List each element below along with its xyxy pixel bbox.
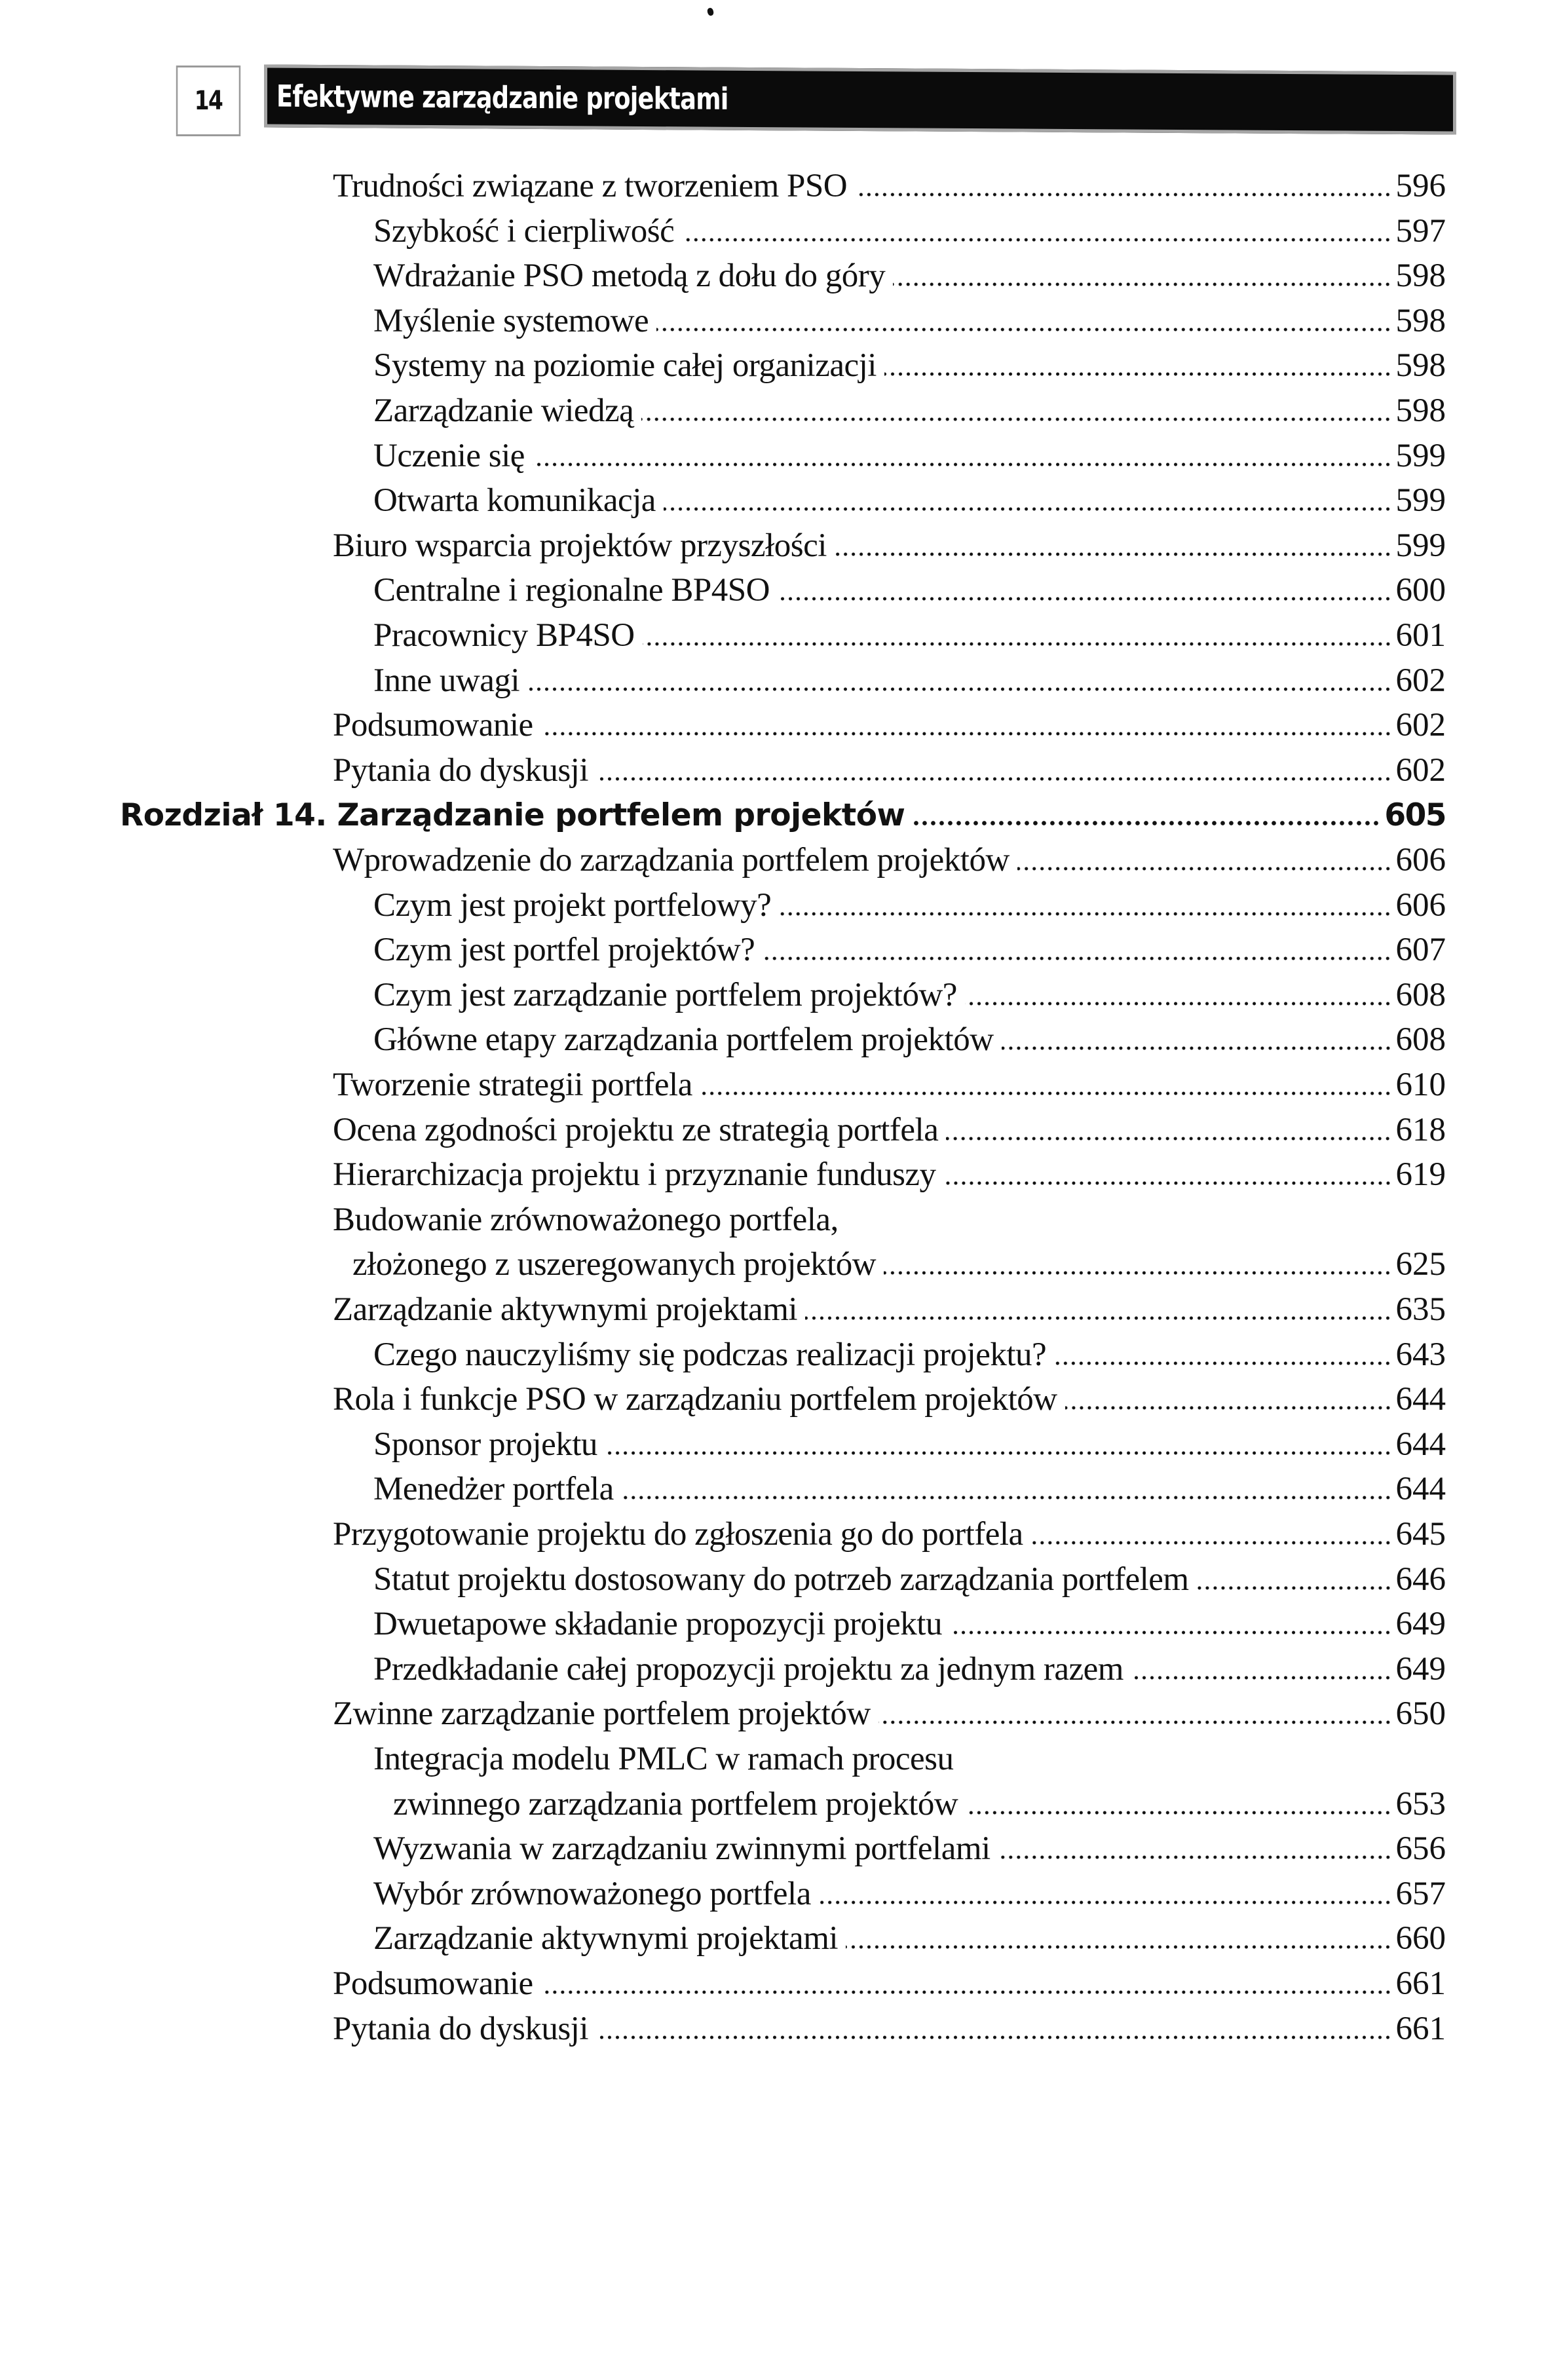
toc-entry — [373, 883, 1446, 928]
toc-entry — [393, 1782, 1446, 1827]
toc-entry-title: Budowanie zrównoważonego portfela, — [333, 1201, 839, 1238]
toc-entry-page-number: 598 — [1395, 302, 1446, 339]
toc-entry-page-number: 635 — [1395, 1291, 1446, 1328]
toc-entry — [373, 1017, 1446, 1063]
toc-entry — [333, 703, 1446, 748]
toc-entry — [333, 748, 1446, 793]
toc-entry-title: Hierarchizacja projektu i przyznanie funduszy — [333, 1156, 936, 1194]
toc-entry — [373, 928, 1446, 973]
toc-entry-title: Systemy na poziomie całej organizacji — [373, 347, 877, 385]
toc-entry-title: Zarządzanie wiedzą — [373, 392, 634, 429]
running-header-title: Efektywne zarządzanie projektami — [276, 78, 728, 117]
toc-entry-title: Czego nauczyliśmy się podczas realizacji projektu? — [373, 1336, 1047, 1373]
toc-entry — [373, 1872, 1446, 1917]
toc-entry-page-number: 649 — [1395, 1650, 1446, 1688]
toc-entry-page-number: 606 — [1395, 842, 1446, 878]
dot-leader — [846, 1944, 1391, 1950]
toc-entry — [333, 2007, 1446, 2052]
toc-entry — [373, 658, 1446, 704]
toc-entry-title: Przygotowanie projektu do zgłoszenia go do portfela — [333, 1516, 1023, 1553]
dot-leader — [913, 820, 1380, 827]
toc-entry — [373, 478, 1446, 523]
toc-entry-page-number: 608 — [1395, 976, 1446, 1013]
scan-speck — [707, 7, 715, 16]
toc-entry-page-number: 656 — [1395, 1830, 1446, 1868]
dot-leader — [541, 1989, 1392, 1995]
toc-entry-page-number: 643 — [1395, 1336, 1446, 1373]
dot-leader — [1065, 1405, 1392, 1411]
dot-leader — [643, 641, 1392, 647]
toc-entry-title: Zarządzanie aktywnymi projektami — [333, 1291, 798, 1328]
toc-entry — [333, 1108, 1446, 1153]
toc-entry — [373, 1422, 1446, 1467]
toc-entry-page-number: 644 — [1395, 1426, 1446, 1463]
toc-entry-title: Podsumowanie — [333, 707, 533, 744]
toc-entry-title: Statut projektu dostosowany do potrzeb zarządzania portfelem — [373, 1560, 1189, 1598]
toc-entry-title: Dwuetapowe składanie propozycji projektu — [373, 1606, 942, 1643]
toc-entry-page-number: 602 — [1395, 662, 1446, 699]
toc-entry — [333, 523, 1446, 569]
toc-entry — [333, 1691, 1446, 1737]
toc-entry-title: Otwarta komunikacja — [373, 482, 656, 519]
toc-entry-title: Sponsor projektu — [373, 1426, 597, 1463]
toc-entry-page-number: 661 — [1395, 2010, 1446, 2047]
toc-entry-title: Czym jest projekt portfelowy? — [373, 886, 772, 924]
dot-leader — [622, 1494, 1392, 1501]
toc-entry — [373, 1826, 1446, 1872]
toc-entry — [333, 1512, 1446, 1557]
toc-entry-page-number: 601 — [1395, 617, 1446, 654]
toc-entry — [373, 434, 1446, 479]
toc-entry — [373, 299, 1446, 344]
toc-entry — [373, 1557, 1446, 1602]
dot-leader — [1031, 1539, 1392, 1546]
dot-leader — [682, 236, 1391, 243]
toc-entry-page-number: 644 — [1395, 1381, 1446, 1418]
toc-entry-title: Myślenie systemowe — [373, 302, 649, 339]
toc-entry-page-number: 657 — [1395, 1875, 1446, 1912]
toc-entry-page-number: 597 — [1395, 212, 1446, 250]
toc-entry — [333, 1961, 1446, 2007]
dot-leader — [944, 1180, 1392, 1186]
toc-entry-page-number: 599 — [1395, 527, 1446, 564]
toc-entry-title: Ocena zgodności projektu ze strategią portfela — [333, 1111, 939, 1148]
toc-entry-title: Główne etapy zarządzania portfelem projektów — [373, 1021, 994, 1059]
toc-entry-title: Zarządzanie aktywnymi projektami — [373, 1920, 839, 1957]
toc-entry-page-number: 644 — [1395, 1471, 1446, 1508]
toc-entry-title: Biuro wsparcia projektów przyszłości — [333, 527, 827, 564]
toc-entry — [333, 1063, 1446, 1108]
toc-entry-page-number: 661 — [1395, 1965, 1446, 2002]
toc-entry-page-number: 602 — [1395, 751, 1446, 789]
toc-entry-title: Tworzenie strategii portfela — [333, 1067, 692, 1103]
toc-entry-page-number: 598 — [1395, 392, 1446, 429]
toc-entry-page-number: 608 — [1395, 1021, 1446, 1059]
toc-entry — [373, 254, 1446, 299]
toc-entry — [352, 1242, 1446, 1287]
toc-entry-title: Trudności związane z tworzeniem PSO — [333, 168, 848, 204]
dot-leader — [664, 506, 1392, 512]
toc-entry-title: Czym jest portfel projektów? — [373, 932, 755, 969]
dot-leader — [656, 326, 1391, 333]
toc-entry — [373, 973, 1446, 1018]
dot-leader — [819, 1899, 1392, 1906]
toc-entry-page-number: 649 — [1395, 1606, 1446, 1643]
toc-entry-title: Pytania do dyskusji — [333, 751, 589, 789]
toc-entry-title: Przedkładanie całej propozycji projektu za jednym razem — [373, 1650, 1123, 1688]
toc-entry — [333, 1198, 1446, 1243]
toc-entry — [373, 1332, 1446, 1378]
toc-entry-title: Szybkość i cierpliwość — [373, 212, 675, 250]
toc-entry-title: Rozdział 14. Zarządzanie portfelem projektów — [120, 797, 905, 834]
toc-entry-page-number: 619 — [1395, 1156, 1446, 1194]
toc-entry — [333, 1287, 1446, 1332]
toc-entry-page-number: 602 — [1395, 707, 1446, 744]
dot-leader — [779, 911, 1391, 917]
toc-entry-title: Integracja modelu PMLC w ramach procesu — [373, 1741, 954, 1777]
toc-entry-page-number: 646 — [1395, 1560, 1446, 1598]
page-number: 14 — [194, 86, 223, 116]
dot-leader — [1197, 1585, 1392, 1591]
dot-leader — [893, 281, 1391, 288]
toc-entry-title: Czym jest zarządzanie portfelem projektów? — [373, 976, 957, 1013]
toc-entry-page-number: 645 — [1395, 1516, 1446, 1553]
toc-entry-page-number: 653 — [1395, 1785, 1446, 1823]
toc-entry-title: Wybór zrównoważonego portfela — [373, 1875, 811, 1912]
toc-entry-page-number: 606 — [1395, 886, 1446, 924]
dot-leader — [878, 1719, 1392, 1726]
toc-entry-page-number: 599 — [1395, 482, 1446, 519]
toc-entry-title: złożonego z uszeregowanych projektów — [352, 1246, 877, 1283]
dot-leader — [950, 1629, 1392, 1636]
dot-leader — [884, 1270, 1391, 1276]
toc-entry-title: Pracownicy BP4SO — [373, 617, 635, 654]
toc-entry — [373, 388, 1446, 434]
dot-leader — [1054, 1360, 1391, 1367]
dot-leader — [966, 1809, 1391, 1816]
dot-leader — [965, 1000, 1392, 1007]
running-header-bar — [264, 64, 1456, 134]
toc-entry-page-number: 599 — [1395, 437, 1446, 474]
toc-entry-page-number: 598 — [1395, 257, 1446, 295]
toc-entry-title: Wdrażanie PSO metodą z dołu do góry — [373, 257, 886, 295]
dot-leader — [778, 595, 1392, 602]
toc-entry-title: Zwinne zarządzanie portfelem projektów — [333, 1695, 871, 1733]
dot-leader — [998, 1854, 1392, 1861]
toc-entry-title: Rola i funkcje PSO w zarządzaniu portfelem projektów — [333, 1381, 1057, 1418]
toc-entry-page-number: 598 — [1395, 347, 1446, 385]
dot-leader — [533, 461, 1392, 468]
toc-entry — [373, 1602, 1446, 1647]
toc-entry — [333, 164, 1446, 209]
dot-leader — [805, 1315, 1391, 1321]
dot-leader — [946, 1135, 1391, 1142]
page-number-box — [176, 66, 240, 136]
dot-leader — [541, 730, 1392, 737]
dot-leader — [1131, 1674, 1392, 1681]
toc-chapter-heading — [120, 793, 1446, 838]
toc-entry-title: Centralne i regionalne BP4SO — [373, 572, 770, 609]
toc-entry-page-number: 618 — [1395, 1111, 1446, 1148]
toc-entry-title: Wyzwania w zarządzaniu zwinnymi portfelami — [373, 1830, 991, 1868]
toc-entry — [373, 1737, 1446, 1782]
toc-entry-title: Menedżer portfela — [373, 1471, 614, 1508]
dot-leader — [641, 416, 1391, 423]
toc-entry-title: Wprowadzenie do zarządzania portfelem projektów — [333, 842, 1010, 878]
toc-entry — [373, 1467, 1446, 1512]
dot-leader — [835, 551, 1392, 557]
toc-entry — [373, 209, 1446, 254]
toc-entry — [373, 1916, 1446, 1961]
toc-entry-page-number: 650 — [1395, 1695, 1446, 1733]
dot-leader — [1017, 865, 1392, 872]
toc-entry — [333, 838, 1446, 883]
dot-leader — [884, 371, 1392, 377]
toc-entry — [333, 1377, 1446, 1422]
toc-entry-page-number: 605 — [1384, 797, 1446, 834]
toc-entry-page-number: 600 — [1395, 572, 1446, 609]
toc-entry-page-number: 596 — [1395, 168, 1446, 204]
toc-entry-title: Inne uwagi — [373, 662, 520, 699]
dot-leader — [527, 686, 1391, 692]
toc-entry-page-number: 607 — [1395, 932, 1446, 969]
dot-leader — [763, 955, 1391, 962]
dot-leader — [855, 191, 1391, 198]
toc-entry — [333, 1152, 1446, 1198]
toc-entry — [373, 568, 1446, 613]
toc-entry — [373, 1647, 1446, 1692]
toc-entry-title: Podsumowanie — [333, 1965, 533, 2002]
toc-entry-page-number: 625 — [1395, 1246, 1446, 1283]
dot-leader — [596, 776, 1391, 782]
toc-entry-title: zwinnego zarządzania portfelem projektów — [393, 1785, 958, 1823]
toc-entry-page-number: 610 — [1395, 1067, 1446, 1103]
dot-leader — [700, 1090, 1392, 1097]
toc-entry-title: Uczenie się — [373, 437, 525, 474]
toc-entry — [373, 343, 1446, 388]
toc-entry-page-number: 660 — [1395, 1920, 1446, 1957]
toc-entry — [373, 613, 1446, 658]
dot-leader — [1002, 1045, 1392, 1051]
dot-leader — [596, 2034, 1391, 2041]
toc-entry-title: Pytania do dyskusji — [333, 2010, 589, 2047]
dot-leader — [605, 1450, 1392, 1456]
